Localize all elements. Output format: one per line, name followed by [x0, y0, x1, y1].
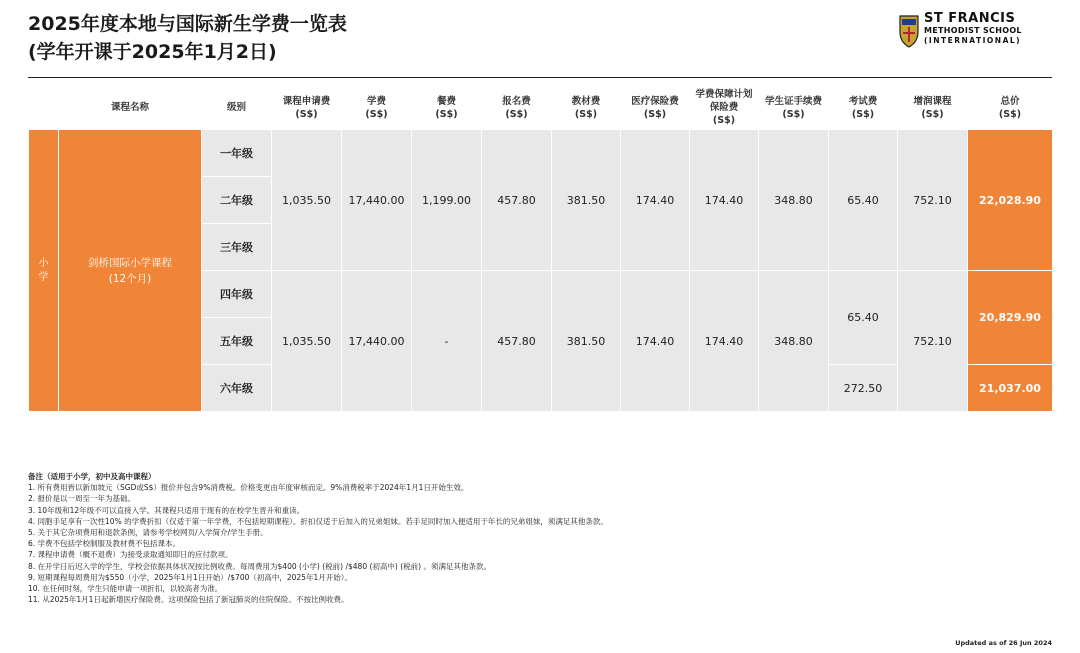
header-course: 课程名称: [110, 102, 149, 113]
fee-cell: -: [412, 271, 482, 412]
fee-cell: 1,035.50: [272, 271, 342, 412]
logo-name: ST FRANCIS: [924, 11, 1016, 26]
notes-title: 备注（适用于小学，初中及高中课程）: [28, 472, 156, 481]
title-line-1: 2025年度本地与国际新生学费一览表: [28, 13, 347, 35]
fee-cell: 174.40: [690, 271, 759, 412]
note-item: 4. 同胞手足享有一次性10% 的学费折扣（仅适于第一年学费，不包括短期课程）。折扣仅适于后加入的兄弟姐妹。若手足同时加入便适用于年长的兄弟姐妹，须满足其他条款。: [28, 516, 608, 526]
table-header-row: [29, 86, 1053, 130]
note-item: 10. 在任何时刻，学生只能申请一项折扣，以较高者为准。: [28, 584, 223, 594]
fee-table: [28, 86, 1053, 412]
note-item: 6. 学费不包括学校制服及教材费不包括课本。: [28, 539, 181, 549]
fee-cell: 272.50: [829, 365, 898, 412]
fee-cell: 17,440.00: [342, 130, 412, 271]
header-enrichment-fee: 增润课程 (S$): [913, 95, 952, 120]
fee-cell: 65.40: [829, 130, 898, 271]
school-logo: [898, 12, 1038, 52]
fee-cell: 65.40: [829, 271, 898, 365]
fee-cell: 1,035.50: [272, 130, 342, 271]
note-item: 9. 短期课程每周费用为$550（小学，2025年1月1日开始）/$700（初高中，2025年1月开始）。: [28, 572, 352, 582]
fee-cell: 17,440.00: [342, 271, 412, 412]
grade-cell: 六年级: [202, 365, 272, 412]
total-cell: 21,037.00: [968, 365, 1053, 412]
page-title: [28, 10, 347, 66]
course-duration: (12个月): [108, 272, 152, 285]
fee-cell: 752.10: [898, 130, 968, 271]
course-name: 剑桥国际小学课程: [88, 256, 172, 269]
grade-cell: 四年级: [202, 271, 272, 318]
header-registration-fee: 报名费 (S$): [502, 95, 531, 120]
note-item: 5. 关于其它杂项费用和退款条例，请参考学校网页/入学简介/学生手册。: [28, 528, 268, 538]
header-meal-fee: 餐费 (S$): [435, 95, 458, 120]
grade-cell: 三年级: [202, 224, 272, 271]
note-item: 2. 报价是以一周至一年为基础。: [28, 494, 136, 504]
fee-cell: 381.50: [552, 130, 621, 271]
fee-cell: 457.80: [482, 271, 552, 412]
school-crest-icon: [898, 14, 920, 50]
header-materials-fee: 教材费 (S$): [571, 95, 601, 120]
fee-cell: 752.10: [898, 271, 968, 412]
header-grade: 级别: [226, 102, 246, 113]
title-line-2: (学年开课于2025年1月2日): [28, 41, 277, 63]
fee-cell: 381.50: [552, 271, 621, 412]
fee-cell: 348.80: [759, 271, 829, 412]
header-protection-fee: 学费保障计划保险费 (S$): [695, 89, 753, 126]
notes-section: [28, 471, 928, 605]
header-application-fee: 课程申请费 (S$): [282, 95, 331, 120]
course-cell: [59, 130, 202, 412]
fee-cell: 1,199.00: [412, 130, 482, 271]
grade-cell: 五年级: [202, 318, 272, 365]
fee-cell: 174.40: [621, 130, 690, 271]
total-cell: 20,829.90: [968, 271, 1053, 365]
header-divider: [28, 77, 1052, 78]
total-cell: 22,028.90: [968, 130, 1053, 271]
fee-cell: 174.40: [690, 130, 759, 271]
level-cell: 小学: [29, 130, 59, 412]
header-exam-fee: 考试费 (S$): [848, 95, 878, 120]
updated-date: Updated as of 26 Jun 2024: [955, 639, 1052, 647]
note-item: 8. 在开学日后迟入学的学生，学校会依据具体状况按比例收费。每周费用为$400 (小学) (税前) /$480 (初高中) (税前) 。须满足其他条款。: [28, 561, 491, 571]
header-pass-fee: 学生证手续费 (S$): [764, 95, 822, 120]
note-item: 3. 10年级和12年级不可以直接入学。其课程只适用于现有的在校学生晋升和重读。: [28, 505, 305, 515]
note-item: 7. 课程申请费（概不退费）为接受录取通知即日的应付款项。: [28, 550, 233, 560]
grade-cell: 一年级: [202, 130, 272, 177]
fee-cell: 174.40: [621, 271, 690, 412]
fee-cell: 348.80: [759, 130, 829, 271]
logo-tagline: (INTERNATIONAL): [924, 36, 1022, 45]
logo-subtitle: METHODIST SCHOOL: [924, 26, 1022, 35]
table-row: [29, 130, 1053, 177]
grade-cell: 二年级: [202, 177, 272, 224]
header-tuition-fee: 学费 (S$): [365, 95, 388, 120]
fee-cell: 457.80: [482, 130, 552, 271]
header-medical-fee: 医疗保险费 (S$): [631, 95, 679, 120]
note-item: 11. 从2025年1月1日起新增医疗保险费。这项保险包括了新冠肺炎的住院保险。不按比例收费。: [28, 595, 349, 605]
note-item: 1. 所有费用皆以新加坡元（SGD或S$）报价并包含9%消费税。价格变更由年度审核而定。9%消费税率于2024年1月1日开始生效。: [28, 483, 469, 493]
header-total: 总价 (S$): [998, 95, 1022, 120]
